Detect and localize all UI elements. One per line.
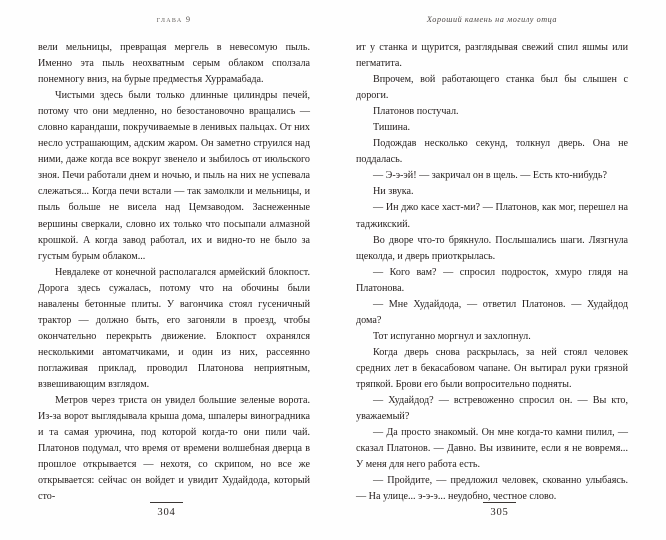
paragraph: — Ин джо касе хаст-ми? — Платонов, как мог, перешел на таджикский. <box>356 202 628 230</box>
paragraph: Во дворе что-то брякнуло. Послышались шаги. Лязгнула щеколда, и дверь приоткрылась. <box>356 234 628 262</box>
paragraph: — Худайдод? — встревоженно спросил он. — Вы кто, уважаемый? <box>356 395 628 423</box>
left-page-text <box>38 40 310 505</box>
paragraph: Ни звука. <box>373 186 414 198</box>
paragraph: Тишина. <box>373 122 411 134</box>
paragraph: ит у станка и щурится, разглядывая свежий спил яшмы или пегматита. <box>356 42 628 70</box>
paragraph: — Мне Худайдода, — ответил Платонов. — Худайдод дома? <box>356 298 628 326</box>
running-head-right: Хороший камень на могилу отца <box>426 15 558 24</box>
left-folio <box>0 502 333 518</box>
right-page <box>333 0 666 540</box>
right-page-text <box>356 40 628 505</box>
right-folio <box>333 502 666 518</box>
paragraph: — Да просто знакомый. Он мне когда-то камни пилил, — сказал Платонов. — Давно. Вы извините, если я не вовремя... У меня для него работа есть. <box>356 427 628 471</box>
folio-rule <box>483 502 516 503</box>
paragraph: Впрочем, вой работающего станка был бы слышен с дороги. <box>356 74 628 102</box>
paragraph: Метров через триста он увидел большие зеленые ворота. Из-за ворот выглядывала крыша дома, шпалеры виноградника и та самая урючина, под которой когда-то они пили чай. Платонов подумал, что время от времени волшебная дверца в прошлое открывается — нехотя, со скрипом, но все же открывается: сейчас он войдет и увидит Худайдода, который сто- <box>38 395 310 503</box>
paragraph: Когда дверь снова раскрылась, за ней стоял человек средних лет в бекасабовом чапане. Он вытирал руки грязной тряпкой. Брови его были вопросительно подняты. <box>356 346 628 390</box>
paragraph: Тот испуганно моргнул и захлопнул. <box>373 330 531 342</box>
paragraph: Платонов постучал. <box>373 106 459 118</box>
paragraph: — Э-э-эй! — закричал он в щель. — Есть кто-нибудь? <box>373 170 607 182</box>
paragraph: Подождав несколько секунд, толкнул дверь. Она не поддалась. <box>356 138 628 166</box>
page-number: 304 <box>157 507 176 518</box>
paragraph: вели мельницы, превращая мергель в невесомую пыль. Именно эта пыль неохватным серым облаком сползала понемногу вниз, на бурые предместья Хуррамабада. <box>38 42 310 86</box>
page-number: 305 <box>490 507 509 518</box>
paragraph: — Пройдите, — предложил человек, скованно улыбаясь. — На улице... э-э-э... неудобно, честное слово. <box>356 475 628 503</box>
paragraph: — Кого вам? — спросил подросток, хмуро глядя на Платонова. <box>356 266 628 294</box>
paragraph: Чистыми здесь были только длинные цилиндры печей, потому что они медленно, но безостановочно вращались — словно карандаши, покручиваемые в ленивых пальцах. От них несло устрашающим, адским жаром. Он заметно струился над ними, даже когда все вокруг звенело и зыбилось от июльского зноя. Печи работали днем и ночью, и пыль на них не успевала слежаться... Когда печи встали — так замолкли и мельницы, и пыль больше не висела над Цемзаводом. Заснеженные вершины сверкали, словно их только что посыпали алмазной крошкой. А когда завод работал, их и видно-то не было за густым бурым облаком... <box>38 90 310 262</box>
paragraph: Невдалеке от конечной располагался армейский блокпост. Дорога здесь сужалась, потому что на обочины были навалены бетонные плиты. У вагончика стоял гусеничный трактор — должно быть, его загоняли в проезд, чтобы окончательно перекрыть движение. Блокпост охранялся несколькими автоматчиками, и один из них, рассеянно поглаживая приклад, проводил Платонова неприятным, взвешивающим взглядом. <box>38 266 310 390</box>
folio-rule <box>150 502 183 503</box>
running-head-left: глава 9 <box>156 15 192 24</box>
